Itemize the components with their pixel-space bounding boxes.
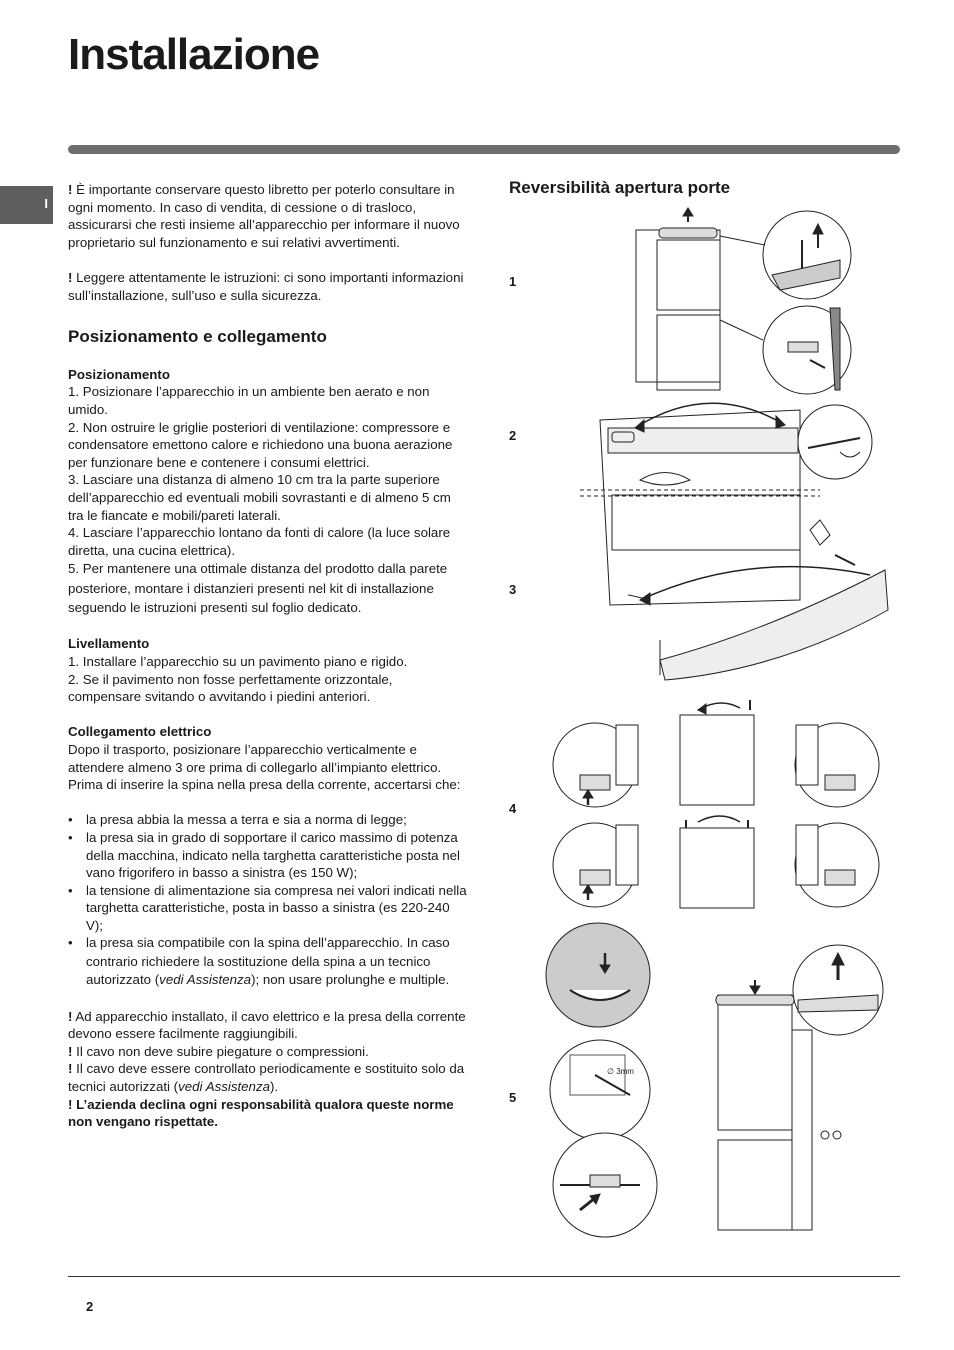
section-heading-reversibility: Reversibilità apertura porte — [509, 178, 731, 197]
footer-divider — [68, 1276, 900, 1277]
subheading-electrical: Collegamento elettrico — [68, 724, 212, 740]
electrical-checklist — [68, 811, 468, 990]
step-number-4: 4 — [509, 801, 517, 816]
list-item: • la tensione di alimentazione sia compresa nei valori indicati nella targhetta caratteristiche, posta in basso a sinistra (es 220-240 V); — [68, 882, 468, 935]
page-number: 2 — [86, 1299, 94, 1314]
step1-detail-circle-bottom — [720, 306, 851, 394]
drill-size-label: ∅ 3mm — [607, 1067, 634, 1076]
section-heading-positioning: Posizionamento e collegamento — [68, 327, 327, 347]
door-reversal-illustration — [540, 200, 900, 1250]
positioning-item: 3. Lasciare una distanza di almeno 10 cm tra la parte superiore dell’apparecchio ed eventuali mobili sovrastanti e di almeno 5 cm tra le fiancate e mobili/pareti laterali. — [68, 472, 451, 523]
intro-paragraph-2: ! Leggere attentamente le istruzioni: ci sono importanti informazioni sull’installazione, sull’uso e sulla sicurezza. — [68, 269, 464, 303]
intro-paragraph-1: ! È importante conservare questo libretto per poterlo consultare in ogni momento. In caso di vendita, di cessione o di trasloco, assicurarsi che resti insieme all’apparecchio per informare il nuovo proprietario sul funzionamento e sui relativi avvertimenti. — [68, 182, 460, 250]
positioning-item: 5. Per mantenere una ottimale distanza del prodotto dalla parete posteriore, montare i distanzieri presenti nel kit di installazione seguendo le istruzioni presenti sul foglio dedicato. — [68, 561, 448, 616]
subheading-positioning: Posizionamento — [68, 366, 170, 382]
step4-upper-door — [680, 700, 754, 805]
step-number-5: 5 — [509, 1090, 517, 1105]
step1-fridge-drawing — [636, 208, 720, 390]
step-number-1: 1 — [509, 274, 517, 289]
step5-detail-circles — [546, 923, 883, 1237]
leveling-item: 1. Installare l’apparecchio su un pavimento piano e rigido. — [68, 653, 408, 669]
positioning-item: 4. Lasciare l’apparecchio lontano da fonti di calore (la luce solare diretta, una cucina elettrica). — [68, 525, 451, 558]
warning-cable-bending: ! Il cavo non deve subire piegature o compressioni. — [68, 1043, 369, 1059]
title-divider-bar — [68, 145, 900, 154]
warning-cable-check: ! Il cavo deve essere controllato periodicamente e sostituito solo da tecnici autorizzati (vedi Assistenza). — [68, 1061, 465, 1094]
step1-detail-circle-top — [720, 211, 851, 299]
list-item: • la presa sia compatibile con la spina dell’apparecchio. In caso contrario richiedere la sostituzione della spina a un tecnico autorizzato (vedi Assistenza); non usare prolunghe e multiple. — [68, 934, 468, 990]
warning-liability: ! L’azienda declina ogni responsabilità qualora queste norme non vengano rispettate. — [68, 1096, 454, 1130]
list-item: • la presa sia in grado di sopportare il carico massimo di potenza della macchina, indicato nella targhetta caratteristiche posta nel vano frigorifero in basso a sinistra (es 150 W); — [68, 829, 468, 882]
page-title: Installazione — [68, 30, 320, 79]
warning-cable-access: ! Ad apparecchio installato, il cavo elettrico e la presa della corrente devono essere facilmente raggiungibili. — [68, 1008, 466, 1042]
list-item: • la presa abbia la messa a terra e sia a norma di legge; — [68, 811, 468, 829]
step-number-2: 2 — [509, 428, 517, 443]
positioning-item: 1. Posizionare l’apparecchio in un ambiente ben aerato e non umido. — [68, 384, 430, 417]
leveling-item: 2. Se il pavimento non fosse perfettamente orizzontale, compensare svitando o avvitando i piedini anteriori. — [68, 671, 393, 705]
step-number-3: 3 — [509, 582, 517, 597]
language-tab: I — [0, 186, 53, 224]
left-column — [68, 181, 468, 1131]
warning-mark: ! — [68, 182, 73, 197]
electrical-intro: Dopo il trasporto, posizionare l’apparecchio verticalmente e attendere almeno 3 ore prima di collegarlo all’impianto elettrico. Prima di inserire la spina nella presa della corrente, accertarsi che: — [68, 741, 461, 793]
warning-mark: ! — [68, 269, 73, 285]
step4-lower-door — [680, 816, 754, 908]
subheading-leveling: Livellamento — [68, 636, 150, 652]
step2-fridge-top-view — [580, 403, 820, 605]
step2-detail-circle — [798, 405, 872, 479]
positioning-item: 2. Non ostruire le griglie posteriori di ventilazione: compressore e condensatore emettono calore e richiedono una buona aerazione per funzionare bene e contenere i consumi elettrici. — [68, 419, 453, 470]
